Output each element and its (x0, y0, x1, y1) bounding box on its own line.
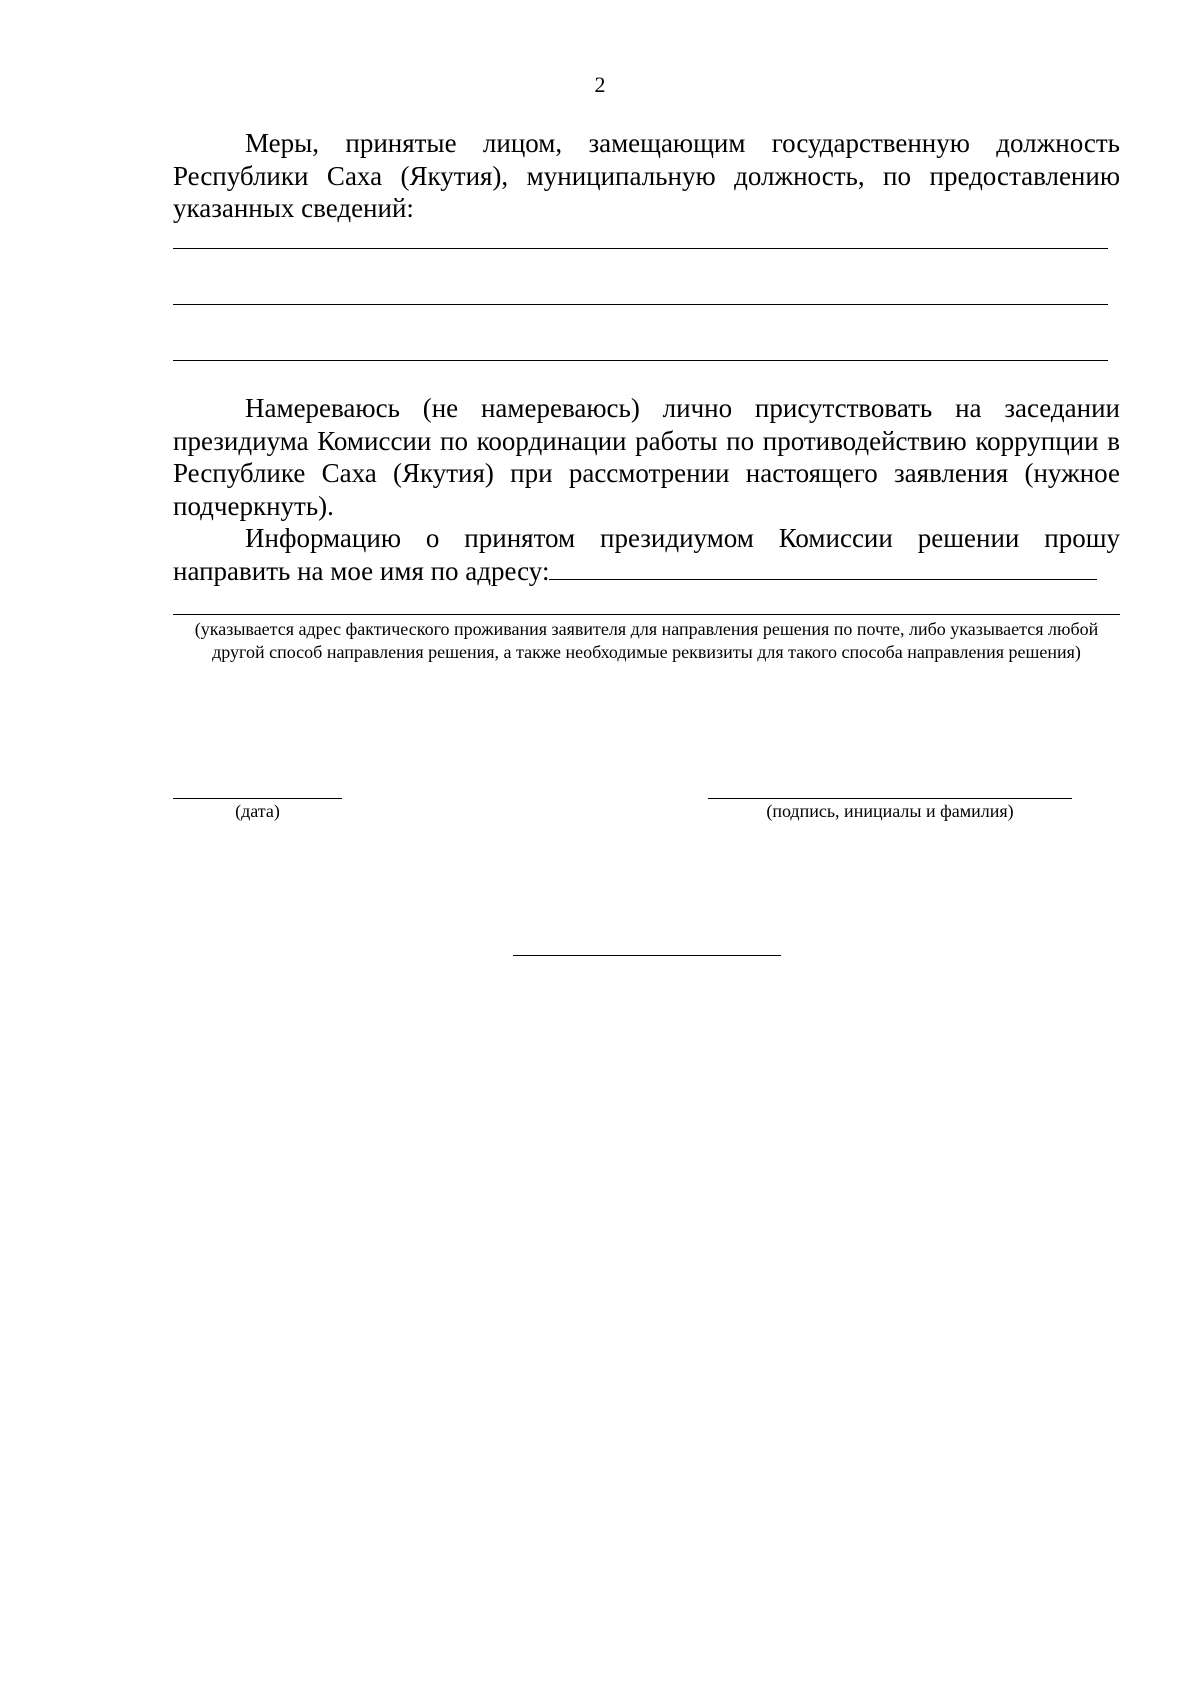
signature-caption: (подпись, инициалы и фамилия) (766, 801, 1014, 821)
address-blank-line[interactable] (173, 614, 1120, 615)
date-field[interactable] (173, 798, 342, 799)
address-caption: (указывается адрес фактического проживания заявителя для направления решения по почте, либо указывается любой другой способ направления решения, а также необходимые реквизиты для такого способа направления решения) (194, 619, 1099, 662)
paragraph-measures: Меры, принятые лицом, замещающим государственную должность Республики Саха (Якутия), муниципальную должность, по предоставлению указанных сведений: (173, 128, 1120, 223)
page-number: 2 (594, 72, 606, 97)
paragraph-info-text: Информацию о принятом президиумом Комиссии решении прошу направить на мое имя по адресу: (173, 523, 1120, 586)
measures-blank-line-2[interactable] (173, 304, 1108, 305)
paragraph-intent: Намереваюсь (не намереваюсь) лично присутствовать на заседании президиума Комиссии по координации работы по противодействию коррупции в Республике Саха (Якутия) при рассмотрении настоящего заявления (нужное подчеркнуть). (173, 393, 1120, 521)
signature-field[interactable] (708, 798, 1072, 799)
measures-blank-line-3[interactable] (173, 360, 1108, 361)
document-end-rule (513, 955, 781, 956)
address-field[interactable] (549, 555, 1097, 580)
measures-blank-line-1[interactable] (173, 248, 1108, 249)
paragraph-info (173, 522, 1120, 587)
date-caption: (дата) (235, 801, 280, 821)
